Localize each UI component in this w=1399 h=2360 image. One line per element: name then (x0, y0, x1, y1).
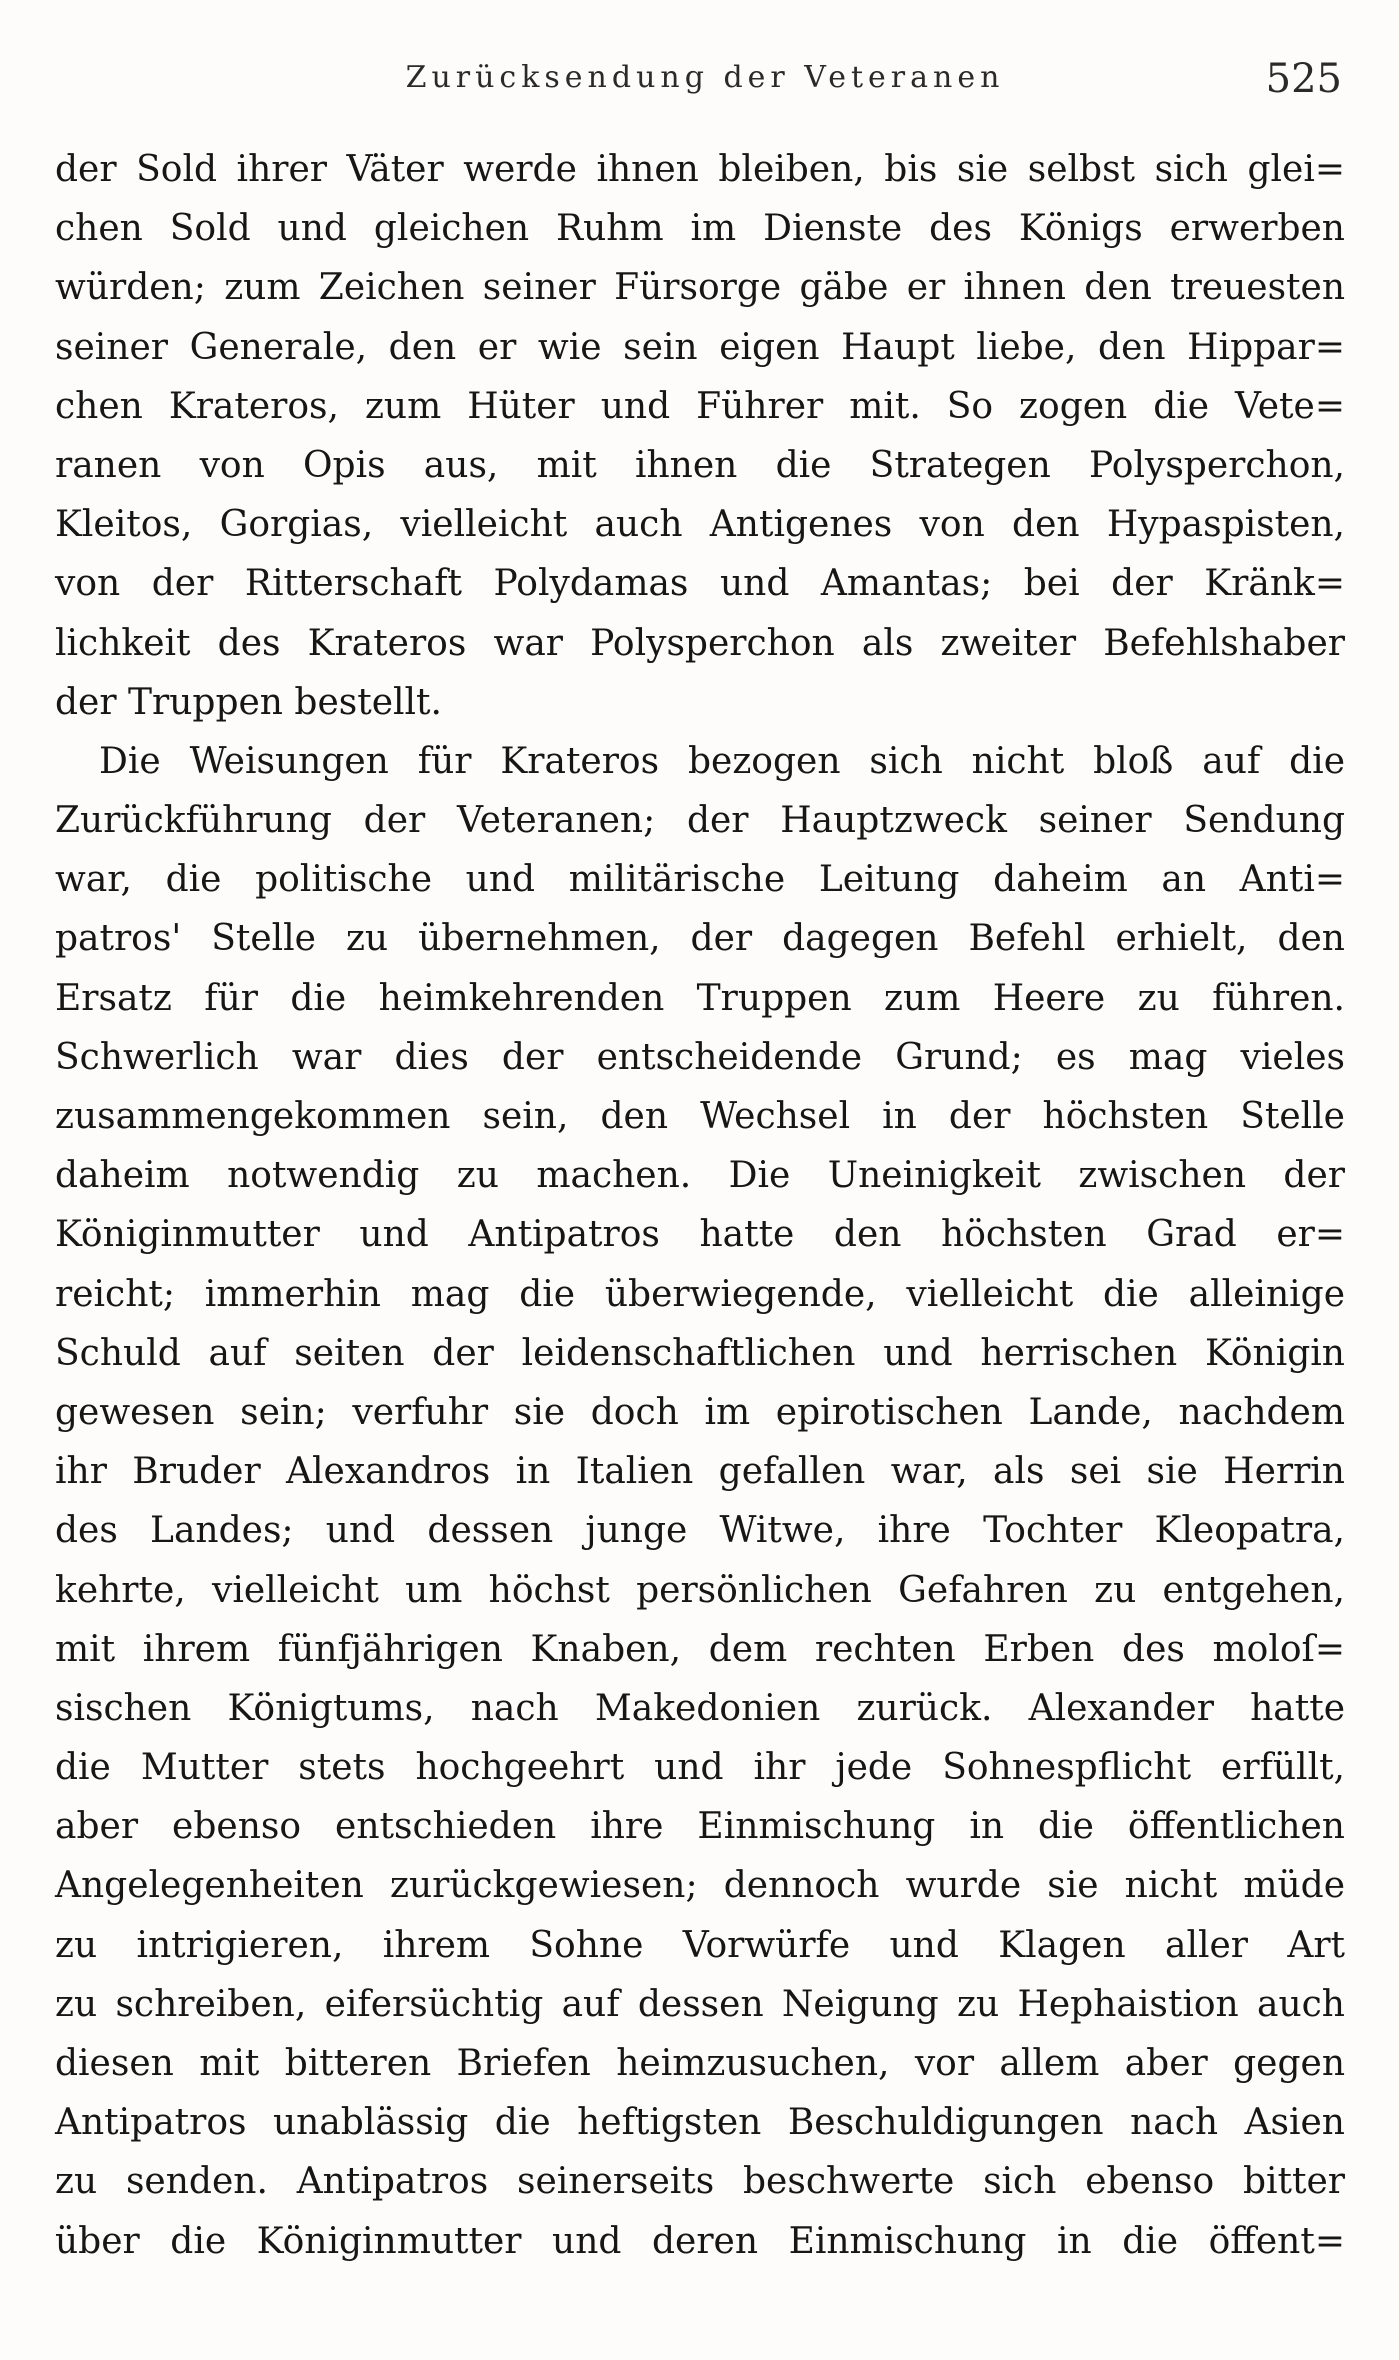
text-line: Schuld auf seiten der leidenschaftlichen und herrischen Königin (55, 1332, 1345, 1374)
text-line: zu schreiben, eifersüchtig auf dessen Neigung zu Hephaistion auch (55, 1983, 1345, 2025)
text-line: sischen Königtums, nach Makedonien zurück. Alexander hatte (55, 1687, 1345, 1729)
text-line: von der Ritterschaft Polydamas und Amantas; bei der Kränk= (55, 563, 1345, 605)
text-line: daheim notwendig zu machen. Die Uneinigkeit zwischen der (55, 1155, 1345, 1197)
text-line: zusammengekommen sein, den Wechsel in der höchsten Stelle (55, 1096, 1345, 1137)
text-line: die Mutter stets hochgeehrt und ihr jede Sohnespflicht erfüllt, (55, 1747, 1345, 1789)
text-line: mit ihrem fünfjährigen Knaben, dem rechten Erben des moloſ= (55, 1628, 1345, 1670)
text-line: patros' Stelle zu übernehmen, der dagegen Befehl erhielt, den (55, 918, 1345, 960)
text-line: der Sold ihrer Väter werde ihnen bleiben, bis sie selbst sich glei= (55, 149, 1345, 190)
text-line: der Truppen bestellt. (55, 681, 442, 723)
text-line: lichkeit des Krateros war Polysperchon als zweiter Befehlshaber (55, 622, 1345, 664)
text-line: aber ebenso entschieden ihre Einmischung in die öffentlichen (55, 1806, 1345, 1848)
text-line: diesen mit bitteren Briefen heimzusuchen, vor allem aber gegen (55, 2043, 1345, 2084)
running-head (60, 52, 1350, 102)
text-line: zu senden. Antipatros seinerseits beschwerte sich ebenso bitter (55, 2161, 1345, 2203)
text-line: Königinmutter und Antipatros hatte den höchsten Grad er= (55, 1214, 1345, 1256)
text-line: Angelegenheiten zurückgewiesen; dennoch wurde sie nicht müde (55, 1865, 1345, 1907)
text-line: des Landes; und dessen junge Witwe, ihre Tochter Kleopatra, (55, 1510, 1345, 1552)
text-line: ihr Bruder Alexandros in Italien gefallen war, als sei sie Herrin (55, 1451, 1345, 1493)
text-line: Ersatz für die heimkehrenden Truppen zum Heere zu führen. (55, 977, 1345, 1019)
text-line: gewesen sein; verfuhr sie doch im epirotischen Lande, nachdem (55, 1391, 1345, 1433)
running-head-title: Zurücksendung der Veteranen (405, 60, 1005, 95)
paragraph (55, 732, 1345, 2271)
text-line: reicht; immerhin mag die überwiegende, vielleicht die alleinige (55, 1273, 1345, 1315)
text-line: würden; zum Zeichen seiner Fürsorge gäbe er ihnen den treuesten (55, 267, 1345, 309)
text-line: kehrte, vielleicht um höchst persönlichen Gefahren zu entgehen, (55, 1569, 1345, 1611)
text-line: chen Sold und gleichen Ruhm im Dienste des Königs erwerben (55, 208, 1345, 250)
paragraph (55, 140, 1345, 732)
text-line: Kleitos, Gorgias, vielleicht auch Antigenes von den Hypaspisten, (55, 504, 1345, 546)
text-line: chen Krateros, zum Hüter und Führer mit. So zogen die Vete= (55, 385, 1345, 427)
text-line: Zurückführung der Veteranen; der Hauptzweck seiner Sendung (55, 800, 1345, 842)
text-line: war, die politische und militärische Leitung daheim an Anti= (55, 859, 1345, 901)
body-text (55, 140, 1345, 2271)
text-line: ranen von Opis aus, mit ihnen die Strategen Polysperchon, (55, 444, 1345, 486)
text-line: Schwerlich war dies der entscheidende Grund; es mag vieles (55, 1036, 1345, 1078)
text-line: seiner Generale, den er wie sein eigen Haupt liebe, den Hippar= (55, 326, 1345, 368)
page-number: 525 (1265, 56, 1342, 102)
text-line: zu intrigieren, ihrem Sohne Vorwürfe und Klagen aller Art (55, 1924, 1345, 1966)
text-line: Die Weisungen für Krateros bezogen sich nicht bloß auf die (99, 740, 1345, 782)
text-line: Antipatros unablässig die heftigsten Beschuldigungen nach Asien (55, 2102, 1345, 2144)
text-line: über die Königinmutter und deren Einmischung in die öffent= (55, 2220, 1345, 2262)
